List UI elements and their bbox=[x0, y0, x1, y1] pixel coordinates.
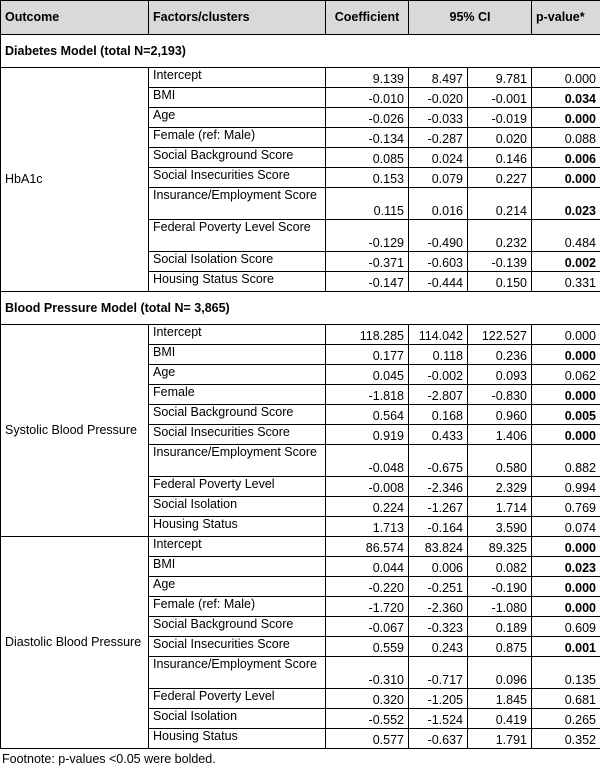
ci-lower-cell: 0.016 bbox=[409, 188, 468, 220]
coefficient-cell: 0.177 bbox=[326, 345, 409, 365]
pvalue-cell: 0.000 bbox=[532, 345, 600, 365]
ci-lower-cell: -1.267 bbox=[409, 497, 468, 517]
table-header-row bbox=[1, 1, 600, 35]
factor-cell: Female (ref: Male) bbox=[149, 597, 326, 617]
pvalue-cell: 0.005 bbox=[532, 405, 600, 425]
ci-upper-cell: 1.406 bbox=[468, 425, 532, 445]
coefficient-cell: 0.045 bbox=[326, 365, 409, 385]
coefficient-cell: -0.026 bbox=[326, 108, 409, 128]
ci-lower-cell: -0.637 bbox=[409, 729, 468, 749]
factor-cell: Social Isolation bbox=[149, 497, 326, 517]
coefficient-cell: 0.559 bbox=[326, 637, 409, 657]
factor-cell: Housing Status bbox=[149, 729, 326, 749]
ci-upper-cell: 0.419 bbox=[468, 709, 532, 729]
ci-lower-cell: -1.205 bbox=[409, 689, 468, 709]
pvalue-cell: 0.000 bbox=[532, 325, 600, 345]
table-body bbox=[1, 35, 600, 749]
factor-cell: Age bbox=[149, 108, 326, 128]
ci-lower-cell: 0.168 bbox=[409, 405, 468, 425]
ci-upper-cell: 2.329 bbox=[468, 477, 532, 497]
ci-upper-cell: -0.139 bbox=[468, 252, 532, 272]
header-outcome: Outcome bbox=[1, 1, 149, 35]
coefficient-cell: 0.320 bbox=[326, 689, 409, 709]
header-pvalue: p-value* bbox=[532, 1, 600, 35]
ci-upper-cell: 0.082 bbox=[468, 557, 532, 577]
ci-lower-cell: 0.079 bbox=[409, 168, 468, 188]
ci-lower-cell: -2.346 bbox=[409, 477, 468, 497]
coefficient-cell: 0.224 bbox=[326, 497, 409, 517]
coefficient-cell: -1.818 bbox=[326, 385, 409, 405]
factor-cell: Social Isolation bbox=[149, 709, 326, 729]
coefficient-cell: 1.713 bbox=[326, 517, 409, 537]
ci-upper-cell: -0.001 bbox=[468, 88, 532, 108]
pvalue-cell: 0.000 bbox=[532, 168, 600, 188]
outcome-label: Systolic Blood Pressure bbox=[1, 325, 149, 537]
ci-lower-cell: -0.020 bbox=[409, 88, 468, 108]
coefficient-cell: 0.153 bbox=[326, 168, 409, 188]
ci-lower-cell: 8.497 bbox=[409, 68, 468, 88]
ci-upper-cell: 0.189 bbox=[468, 617, 532, 637]
ci-upper-cell: 0.227 bbox=[468, 168, 532, 188]
pvalue-cell: 0.484 bbox=[532, 220, 600, 252]
coefficient-cell: -0.067 bbox=[326, 617, 409, 637]
pvalue-cell: 0.265 bbox=[532, 709, 600, 729]
ci-lower-cell: 114.042 bbox=[409, 325, 468, 345]
pvalue-cell: 0.609 bbox=[532, 617, 600, 637]
ci-lower-cell: -0.164 bbox=[409, 517, 468, 537]
ci-upper-cell: 0.093 bbox=[468, 365, 532, 385]
pvalue-cell: 0.074 bbox=[532, 517, 600, 537]
factor-cell: Social Background Score bbox=[149, 148, 326, 168]
ci-lower-cell: -0.603 bbox=[409, 252, 468, 272]
ci-upper-cell: 1.791 bbox=[468, 729, 532, 749]
coefficient-cell: -0.147 bbox=[326, 272, 409, 292]
coefficient-cell: -1.720 bbox=[326, 597, 409, 617]
pvalue-cell: 0.023 bbox=[532, 557, 600, 577]
ci-upper-cell: 0.236 bbox=[468, 345, 532, 365]
pvalue-cell: 0.681 bbox=[532, 689, 600, 709]
factor-cell: Social Background Score bbox=[149, 405, 326, 425]
factor-cell: Housing Status bbox=[149, 517, 326, 537]
factor-cell: Insurance/Employment Score bbox=[149, 188, 326, 220]
ci-lower-cell: 0.118 bbox=[409, 345, 468, 365]
ci-lower-cell: 0.006 bbox=[409, 557, 468, 577]
coefficient-cell: -0.008 bbox=[326, 477, 409, 497]
pvalue-cell: 0.023 bbox=[532, 188, 600, 220]
ci-lower-cell: -2.807 bbox=[409, 385, 468, 405]
ci-lower-cell: -0.490 bbox=[409, 220, 468, 252]
ci-upper-cell: 0.096 bbox=[468, 657, 532, 689]
pvalue-cell: 0.000 bbox=[532, 577, 600, 597]
section-title: Diabetes Model (total N=2,193) bbox=[1, 35, 600, 68]
factor-cell: Social Isolation Score bbox=[149, 252, 326, 272]
factor-cell: Federal Poverty Level bbox=[149, 689, 326, 709]
coefficient-cell: -0.134 bbox=[326, 128, 409, 148]
ci-lower-cell: 0.243 bbox=[409, 637, 468, 657]
ci-lower-cell: -0.002 bbox=[409, 365, 468, 385]
factor-cell: Social Insecurities Score bbox=[149, 637, 326, 657]
ci-upper-cell: 0.214 bbox=[468, 188, 532, 220]
ci-lower-cell: 0.024 bbox=[409, 148, 468, 168]
factor-cell: Intercept bbox=[149, 537, 326, 557]
outcome-label: HbA1c bbox=[1, 68, 149, 292]
factor-cell: Intercept bbox=[149, 325, 326, 345]
ci-upper-cell: 1.714 bbox=[468, 497, 532, 517]
ci-upper-cell: 0.020 bbox=[468, 128, 532, 148]
coefficient-cell: 86.574 bbox=[326, 537, 409, 557]
coefficient-cell: -0.220 bbox=[326, 577, 409, 597]
factor-cell: BMI bbox=[149, 557, 326, 577]
coefficient-cell: 0.115 bbox=[326, 188, 409, 220]
ci-lower-cell: 83.824 bbox=[409, 537, 468, 557]
pvalue-cell: 0.006 bbox=[532, 148, 600, 168]
coefficient-cell: 9.139 bbox=[326, 68, 409, 88]
pvalue-cell: 0.062 bbox=[532, 365, 600, 385]
ci-upper-cell: 0.232 bbox=[468, 220, 532, 252]
ci-lower-cell: -0.251 bbox=[409, 577, 468, 597]
ci-lower-cell: -0.287 bbox=[409, 128, 468, 148]
coefficient-cell: -0.129 bbox=[326, 220, 409, 252]
pvalue-cell: 0.000 bbox=[532, 597, 600, 617]
factor-cell: Social Insecurities Score bbox=[149, 425, 326, 445]
factor-cell: BMI bbox=[149, 345, 326, 365]
pvalue-cell: 0.001 bbox=[532, 637, 600, 657]
footnote: Footnote: p-values <0.05 were bolded. bbox=[2, 752, 216, 766]
factor-cell: Female (ref: Male) bbox=[149, 128, 326, 148]
pvalue-cell: 0.352 bbox=[532, 729, 600, 749]
ci-lower-cell: -0.033 bbox=[409, 108, 468, 128]
ci-lower-cell: -0.323 bbox=[409, 617, 468, 637]
factor-cell: Federal Poverty Level bbox=[149, 477, 326, 497]
pvalue-cell: 0.000 bbox=[532, 537, 600, 557]
coefficient-cell: -0.048 bbox=[326, 445, 409, 477]
pvalue-cell: 0.002 bbox=[532, 252, 600, 272]
ci-lower-cell: -0.675 bbox=[409, 445, 468, 477]
ci-upper-cell: -0.190 bbox=[468, 577, 532, 597]
ci-upper-cell: 0.580 bbox=[468, 445, 532, 477]
coefficient-cell: -0.552 bbox=[326, 709, 409, 729]
factor-cell: Insurance/Employment Score bbox=[149, 657, 326, 689]
pvalue-cell: 0.000 bbox=[532, 68, 600, 88]
pvalue-cell: 0.034 bbox=[532, 88, 600, 108]
ci-upper-cell: -1.080 bbox=[468, 597, 532, 617]
coefficient-cell: 0.577 bbox=[326, 729, 409, 749]
ci-upper-cell: -0.019 bbox=[468, 108, 532, 128]
ci-upper-cell: 0.150 bbox=[468, 272, 532, 292]
factor-cell: Intercept bbox=[149, 68, 326, 88]
table-row bbox=[1, 68, 600, 88]
table-row bbox=[1, 325, 600, 345]
pvalue-cell: 0.088 bbox=[532, 128, 600, 148]
coefficient-cell: 0.044 bbox=[326, 557, 409, 577]
pvalue-cell: 0.000 bbox=[532, 425, 600, 445]
factor-cell: Age bbox=[149, 577, 326, 597]
table-row bbox=[1, 537, 600, 557]
coefficient-cell: 0.085 bbox=[326, 148, 409, 168]
coefficient-cell: 0.564 bbox=[326, 405, 409, 425]
pvalue-cell: 0.000 bbox=[532, 385, 600, 405]
coefficient-cell: -0.010 bbox=[326, 88, 409, 108]
pvalue-cell: 0.331 bbox=[532, 272, 600, 292]
ci-upper-cell: 9.781 bbox=[468, 68, 532, 88]
factor-cell: Housing Status Score bbox=[149, 272, 326, 292]
pvalue-cell: 0.000 bbox=[532, 108, 600, 128]
ci-upper-cell: 89.325 bbox=[468, 537, 532, 557]
coefficient-cell: -0.310 bbox=[326, 657, 409, 689]
ci-upper-cell: 1.845 bbox=[468, 689, 532, 709]
section-title: Blood Pressure Model (total N= 3,865) bbox=[1, 292, 600, 325]
factor-cell: Female bbox=[149, 385, 326, 405]
factor-cell: Federal Poverty Level Score bbox=[149, 220, 326, 252]
factor-cell: Social Insecurities Score bbox=[149, 168, 326, 188]
header-coefficient: Coefficient bbox=[326, 1, 409, 35]
coefficient-cell: -0.371 bbox=[326, 252, 409, 272]
header-ci: 95% CI bbox=[409, 1, 532, 35]
coefficient-cell: 0.919 bbox=[326, 425, 409, 445]
pvalue-cell: 0.994 bbox=[532, 477, 600, 497]
ci-lower-cell: 0.433 bbox=[409, 425, 468, 445]
ci-lower-cell: -0.717 bbox=[409, 657, 468, 689]
ci-upper-cell: -0.830 bbox=[468, 385, 532, 405]
pvalue-cell: 0.882 bbox=[532, 445, 600, 477]
factor-cell: Social Background Score bbox=[149, 617, 326, 637]
ci-lower-cell: -0.444 bbox=[409, 272, 468, 292]
factor-cell: BMI bbox=[149, 88, 326, 108]
factor-cell: Insurance/Employment Score bbox=[149, 445, 326, 477]
ci-upper-cell: 122.527 bbox=[468, 325, 532, 345]
factor-cell: Age bbox=[149, 365, 326, 385]
ci-upper-cell: 0.146 bbox=[468, 148, 532, 168]
outcome-label: Diastolic Blood Pressure bbox=[1, 537, 149, 749]
ci-upper-cell: 0.875 bbox=[468, 637, 532, 657]
pvalue-cell: 0.769 bbox=[532, 497, 600, 517]
ci-upper-cell: 3.590 bbox=[468, 517, 532, 537]
pvalue-cell: 0.135 bbox=[532, 657, 600, 689]
coefficient-cell: 118.285 bbox=[326, 325, 409, 345]
ci-lower-cell: -1.524 bbox=[409, 709, 468, 729]
ci-upper-cell: 0.960 bbox=[468, 405, 532, 425]
section-row bbox=[1, 292, 600, 325]
header-factors: Factors/clusters bbox=[149, 1, 326, 35]
ci-lower-cell: -2.360 bbox=[409, 597, 468, 617]
section-row bbox=[1, 35, 600, 68]
